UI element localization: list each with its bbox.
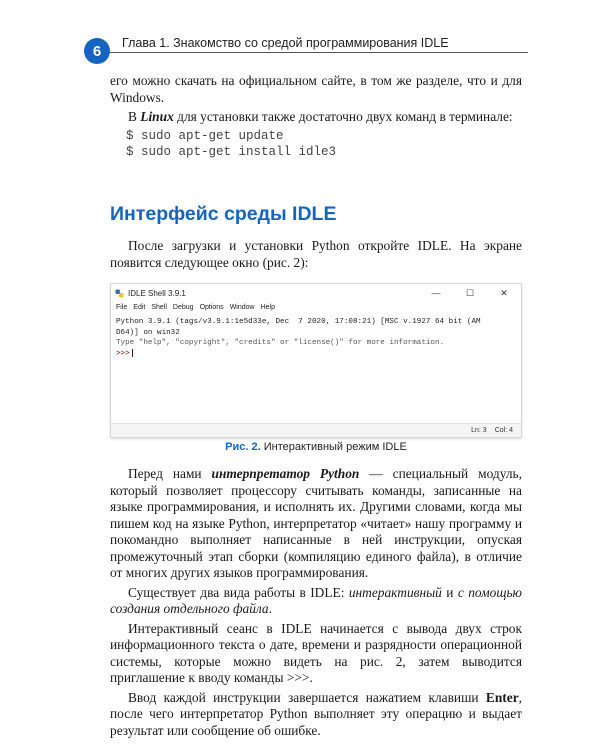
output-line: D64)] on win32 — [116, 328, 180, 337]
maximize-button[interactable]: ☐ — [465, 287, 475, 298]
shell-titlebar — [111, 284, 521, 302]
shell-output[interactable] — [111, 313, 521, 363]
text-run: , после чего интерпретатор Python выполняет эту операцию и выдает результат или сообщение об ошибке. — [110, 689, 522, 738]
text-run: для установки также достаточно двух команд в терминале: — [173, 109, 513, 124]
enter-key-term: Enter — [485, 689, 519, 705]
status-col: Col: 4 — [494, 427, 513, 434]
running-header: Глава 1. Знакомство со средой программирования IDLE — [122, 36, 449, 50]
body-paragraph-4 — [110, 690, 522, 740]
text-run: Существует два вида работы в IDLE: — [128, 584, 349, 600]
text-run: . — [268, 601, 272, 616]
shell-prompt: >>> — [116, 349, 130, 358]
text-run: — специальный модуль, который позволяет процессору считывать команды, записанные на языке программирования, и исполнять их. Другими словами, когда мы пишем код на языке Python, интерпретатор «читает» нашу программу и покомандно выполняет написанные в ней инструкции, опуская промежуточный этап сборки (компиляцию единого файла), в отличие от многих других языков программирования. — [110, 466, 522, 580]
menu-shell[interactable]: Shell — [151, 304, 167, 311]
text-run: и — [441, 584, 458, 600]
close-button[interactable]: ✕ — [500, 287, 508, 298]
code-line-2: $ sudo apt-get install idle3 — [126, 144, 337, 159]
body-paragraph-1 — [110, 466, 522, 582]
prompt-line[interactable] — [116, 349, 516, 360]
menu-window[interactable]: Window — [229, 304, 255, 311]
intro-paragraph-1: его можно скачать на официальном сайте, в том же разделе, что и для Windows. — [110, 73, 522, 105]
output-line: Python 3.9.1 (tags/v3.9.1:1e5d33e, Dec 7 2020, 17:08:21) [MSC v.1927 64 bit (AM — [116, 318, 481, 326]
section-intro — [110, 238, 522, 271]
figure-caption — [110, 441, 522, 453]
body-paragraph-3: Интерактивный сеанс в IDLE начинается с вывода двух строк информационного текста о дате, времени и разрядности операционной системы, которые можно видеть на рис. 2, затем выводится приглашение к вводу команды >>>. — [110, 620, 522, 685]
header-divider — [110, 52, 528, 53]
menu-debug[interactable]: Debug — [172, 304, 194, 311]
shell-statusbar — [111, 423, 521, 437]
figure-label: Рис. 2. — [225, 441, 261, 453]
text-run: В — [128, 109, 141, 124]
shell-title: IDLE Shell 3.9.1 — [128, 288, 186, 298]
emphasis-interactive: интерактивный — [348, 584, 442, 600]
interpreter-term: интерпретатор Python — [211, 466, 360, 481]
emphasis-file-mode: с помощью создания отдельного файла — [110, 584, 522, 616]
minimize-button[interactable]: — — [431, 288, 441, 298]
shell-title-area — [115, 289, 419, 298]
intro-paragraph-2 — [110, 109, 522, 126]
idle-shell-window — [110, 283, 522, 438]
intro-block — [110, 73, 522, 160]
menu-help[interactable]: Help — [260, 304, 275, 311]
section-heading: Интерфейс среды IDLE — [110, 203, 337, 225]
section-heading-block — [110, 203, 522, 226]
text-run: Ввод каждой инструкции завершается нажатием клавиши — [128, 689, 486, 705]
code-line-1: $ sudo apt-get update — [126, 128, 284, 143]
body-text — [110, 466, 522, 739]
figure-caption-text: Интерактивный режим IDLE — [263, 441, 407, 453]
status-line: Ln: 3 — [471, 427, 487, 434]
text-cursor — [132, 349, 133, 357]
linux-term: Linux — [140, 109, 174, 124]
page-number: 6 — [92, 42, 102, 60]
page-number-badge — [84, 38, 110, 64]
python-icon — [115, 289, 124, 298]
body-paragraph-2 — [110, 585, 522, 618]
section-paragraph-1: После загрузки и установки Python откройте IDLE. На экране появится следующее окно (рис. 2): — [110, 238, 522, 270]
shell-menubar — [111, 302, 521, 313]
output-line: Type "help", "copyright", "credits" or "license()" for more information. — [116, 339, 445, 347]
menu-edit[interactable]: Edit — [133, 304, 146, 311]
terminal-commands — [126, 128, 522, 160]
menu-options[interactable]: Options — [199, 304, 224, 311]
menu-file[interactable]: File — [116, 304, 128, 311]
text-run: Перед нами — [128, 466, 212, 481]
